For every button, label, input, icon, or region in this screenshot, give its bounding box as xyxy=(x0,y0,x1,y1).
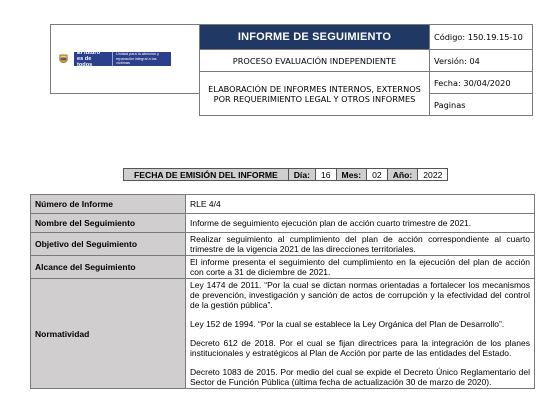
month-value: 02 xyxy=(367,169,388,181)
logo-band xyxy=(74,52,171,66)
alcance-label: Alcance del Seguimiento xyxy=(31,256,186,279)
document-header xyxy=(50,24,533,116)
coat-of-arms-icon xyxy=(57,53,70,66)
month-label: Mes: xyxy=(336,169,367,181)
row-objetivo xyxy=(31,233,535,256)
logo-entity-name: Unidad para la atención y reparación integral a las víctimas xyxy=(112,52,168,65)
alcance-value: El informe presenta el seguimiento del cumplimiento en la ejecución del plan de acción con corte a 31 de diciembre de 2021. xyxy=(186,256,535,279)
logo-slogan: El futuro es de todos xyxy=(77,50,100,68)
row-numero xyxy=(31,195,535,214)
doc-code: Código: 150.19.15-10 xyxy=(430,25,533,50)
doc-date: Fecha: 30/04/2020 xyxy=(430,72,533,94)
row-alcance xyxy=(31,256,535,279)
normatividad-value xyxy=(186,279,535,389)
numero-value: RLE 4/4 xyxy=(186,195,535,214)
year-value: 2022 xyxy=(418,169,448,181)
day-value: 16 xyxy=(315,169,336,181)
day-label: Día: xyxy=(288,169,315,181)
year-label: Año: xyxy=(387,169,418,181)
norma-item: Decreto 612 de 2018. Por el cual se fijan directrices para la integración de los planes institucionales y estratégicos al Plan de Acción por parte de las entidades del Estado. xyxy=(190,338,530,358)
nombre-label: Nombre del Seguimiento xyxy=(31,214,186,233)
logo xyxy=(57,52,199,66)
objetivo-label: Objetivo del Seguimiento xyxy=(31,233,186,256)
norma-item: Ley 1474 de 2011. “Por la cual se dictan normas orientadas a fortalecer los mecanismos de prevención, investigación y sanción de actos de corrupción y la efectividad del control de la gestión pública”. xyxy=(190,280,530,310)
row-normatividad xyxy=(31,279,535,389)
procedure-name: ELABORACIÓN DE INFORMES INTERNOS, EXTERNOS POR REQUERIMIENTO LEGAL Y OTROS INFORMES xyxy=(200,72,430,116)
objetivo-value: Realizar seguimiento al cumplimiento del plan de acción correspondiente al cuarto trimestre de la vigencia 2021 de las direcciones territoriales. xyxy=(186,233,535,256)
emission-date-strip xyxy=(123,168,448,181)
nombre-value: Informe de seguimiento ejecución plan de acción cuarto trimestre de 2021. xyxy=(186,214,535,233)
norma-item: Decreto 1083 de 2015. Por medio del cual se expide el Decreto Único Reglamentario del Sector de Función Pública (última fecha de actualización 30 de marzo de 2020). xyxy=(190,367,530,387)
norma-item: Ley 152 de 1994. “Por la cual se establece la Ley Orgánica del Plan de Desarrollo”. xyxy=(190,319,505,329)
doc-version: Versión: 04 xyxy=(430,50,533,72)
normatividad-label: Normatividad xyxy=(31,279,186,389)
report-info-table xyxy=(30,194,535,389)
emission-label: FECHA DE EMISIÓN DEL INFORME xyxy=(124,169,289,181)
report-title: INFORME DE SEGUIMIENTO xyxy=(200,25,430,50)
numero-label: Número de Informe xyxy=(31,195,186,214)
doc-pages: Paginas xyxy=(430,94,533,116)
row-nombre xyxy=(31,214,535,233)
process-name: PROCESO EVALUACIÓN INDEPENDIENTE xyxy=(200,50,430,72)
logo-cell xyxy=(51,25,200,94)
